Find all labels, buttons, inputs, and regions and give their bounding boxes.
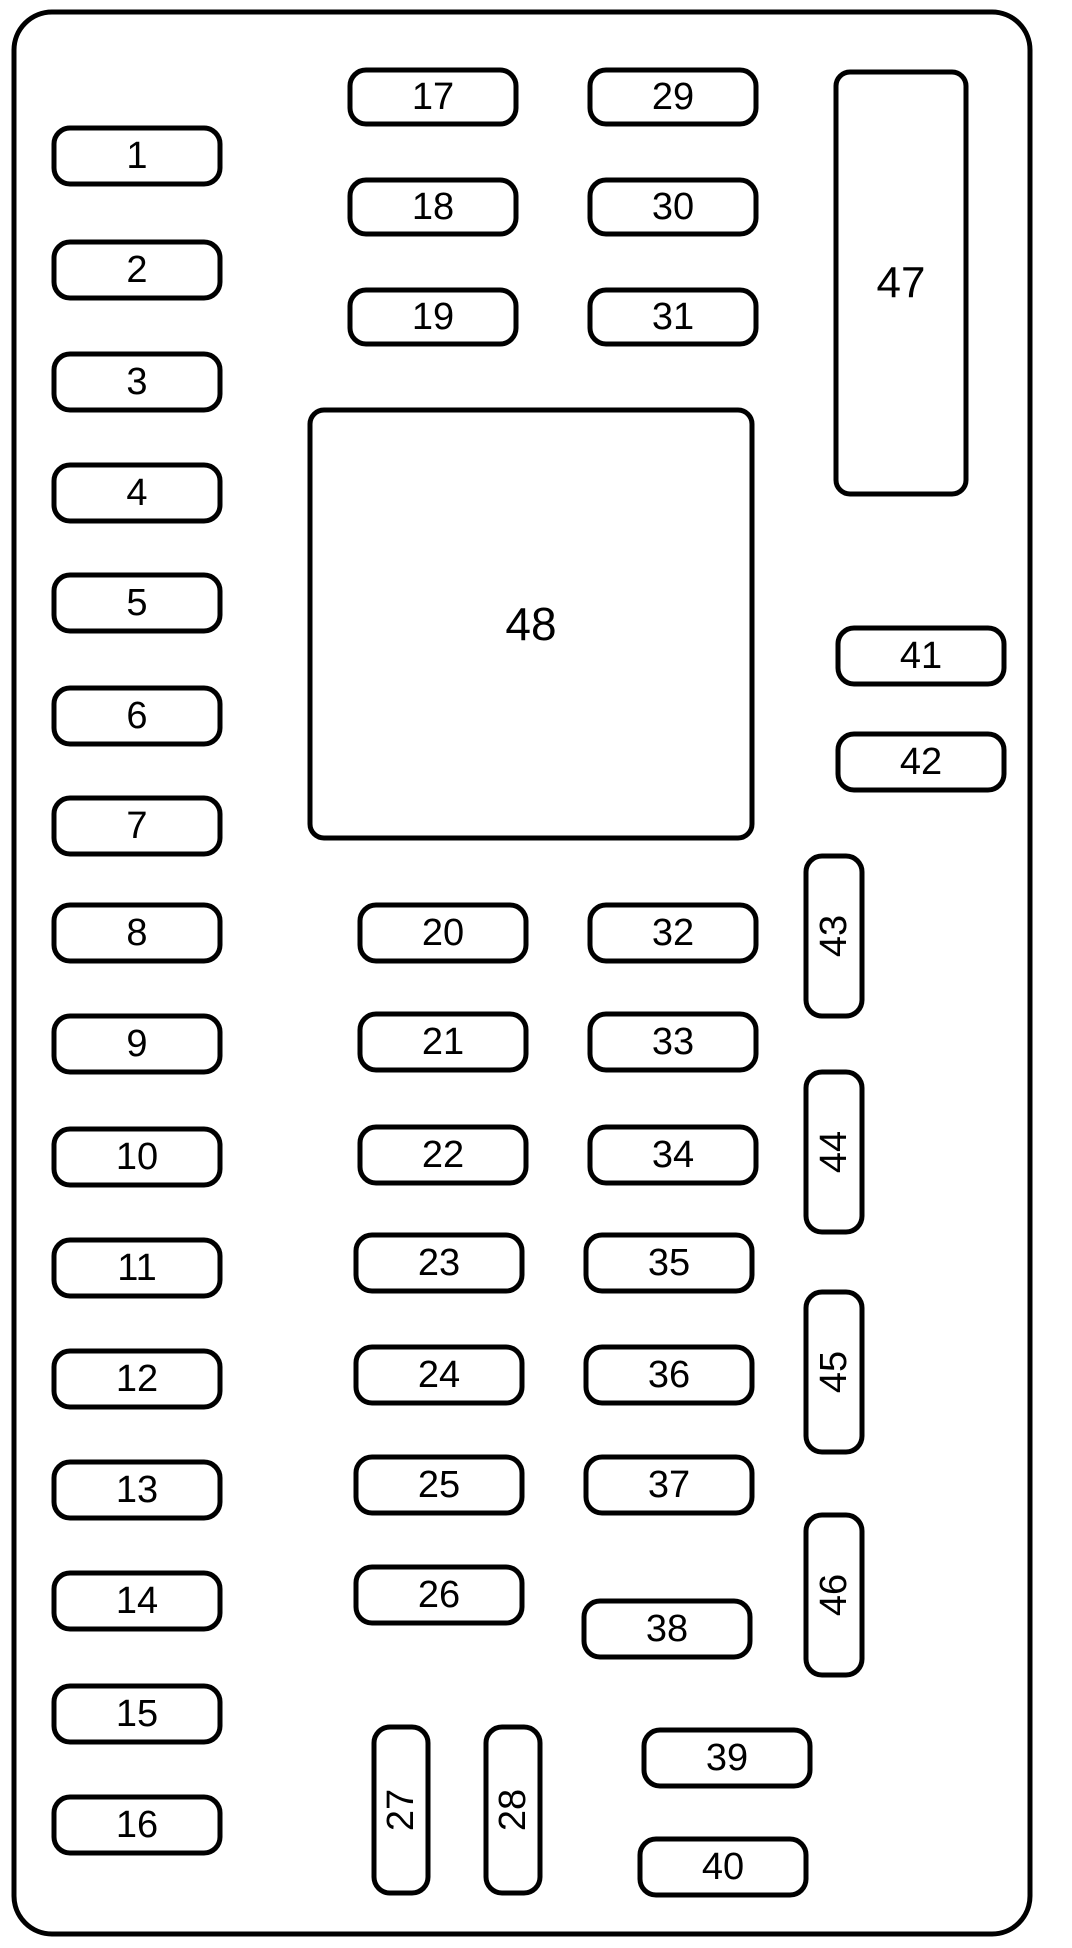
fuse-9-label: 9 [126,1023,148,1065]
fuse-28 [486,1727,540,1893]
fuse-9 [54,1016,220,1072]
fuse-7 [54,798,220,854]
fuse-14 [54,1573,220,1629]
fuse-21-label: 21 [421,1021,465,1063]
fuse-29 [590,70,756,124]
fuse-16-label: 16 [115,1804,159,1846]
fuse-5 [54,575,220,631]
fuse-35 [586,1235,752,1291]
fuse-37-label: 37 [647,1464,691,1506]
fuse-47 [836,72,966,494]
fuse-36 [586,1347,752,1403]
fuse-10-label: 10 [115,1136,159,1178]
fuse-12 [54,1351,220,1407]
fuse-38-label: 38 [645,1608,689,1650]
fuse-22-label: 22 [421,1134,465,1176]
fuse-2-label: 2 [126,249,148,291]
fuse-4 [54,465,220,521]
fuse-29-label: 29 [651,76,695,118]
fuse-23 [356,1235,522,1291]
fuse-43-label: 43 [813,914,855,958]
fuse-44 [806,1072,862,1232]
fuse-34-label: 34 [651,1134,695,1176]
fuse-11-label: 11 [117,1247,157,1289]
fuse-16 [54,1797,220,1853]
fuse-34 [590,1127,756,1183]
fuse-37 [586,1457,752,1513]
fuse-38 [584,1601,750,1657]
fuse-36-label: 36 [647,1354,691,1396]
fuse-10 [54,1129,220,1185]
fuse-3-label: 3 [126,361,148,403]
fuse-32-label: 32 [651,912,695,954]
fuse-28-label: 28 [492,1788,534,1832]
fuse-5-label: 5 [126,582,148,624]
fuse-27 [374,1727,428,1893]
fuse-42 [838,734,1004,790]
fuse-26-label: 26 [417,1574,461,1616]
fuse-48-label: 48 [505,598,557,650]
fuse-33-label: 33 [651,1021,695,1063]
fuse-40-label: 40 [701,1846,745,1888]
fuse-25 [356,1457,522,1513]
fuse-15-label: 15 [115,1693,159,1735]
fuse-35-label: 35 [647,1242,691,1284]
fuse-13-label: 13 [115,1469,159,1511]
fuse-15 [54,1686,220,1742]
fuse-26 [356,1567,522,1623]
fuse-44-label: 44 [813,1130,855,1174]
fuse-24-label: 24 [417,1354,461,1396]
fuse-27-label: 27 [380,1788,422,1832]
fuse-41-label: 41 [899,635,943,677]
fuse-17-label: 17 [411,76,455,118]
fuse-45 [806,1292,862,1452]
fuse-47-label: 47 [876,258,926,308]
fuse-17 [350,70,516,124]
fuse-8 [54,905,220,961]
fuse-2 [54,242,220,298]
fuse-8-label: 8 [126,912,148,954]
fuse-20-label: 20 [421,912,465,954]
fuse-42-label: 42 [899,741,943,783]
fuse-18-label: 18 [411,186,455,228]
fuse-48 [310,410,752,838]
fuse-11 [54,1240,220,1296]
fuse-43 [806,856,862,1016]
fuse-12-label: 12 [115,1358,159,1400]
fuse-13 [54,1462,220,1518]
fuse-3 [54,354,220,410]
fuse-22 [360,1127,526,1183]
fuse-24 [356,1347,522,1403]
fuse-46 [806,1515,862,1675]
fuse-7-label: 7 [126,805,148,847]
fuse-4-label: 4 [126,472,148,514]
fuse-33 [590,1014,756,1070]
fuse-14-label: 14 [115,1580,159,1622]
fuse-25-label: 25 [417,1464,461,1506]
fuse-40 [640,1839,806,1895]
fuse-30 [590,180,756,234]
fuse-21 [360,1014,526,1070]
fuse-39-label: 39 [705,1737,749,1779]
fuse-39 [644,1730,810,1786]
fuse-32 [590,905,756,961]
fuse-31-label: 31 [651,296,695,338]
fuse-30-label: 30 [651,186,695,228]
fuse-31 [590,290,756,344]
fuse-6-label: 6 [126,695,148,737]
fuse-19-label: 19 [411,296,455,338]
fuse-46-label: 46 [813,1573,855,1617]
fuse-20 [360,905,526,961]
fuse-1-label: 1 [126,135,148,177]
fuse-18 [350,180,516,234]
fuse-1 [54,128,220,184]
fuse-45-label: 45 [813,1350,855,1394]
fuse-23-label: 23 [417,1242,461,1284]
fuse-19 [350,290,516,344]
fuse-6 [54,688,220,744]
fuse-41 [838,628,1004,684]
